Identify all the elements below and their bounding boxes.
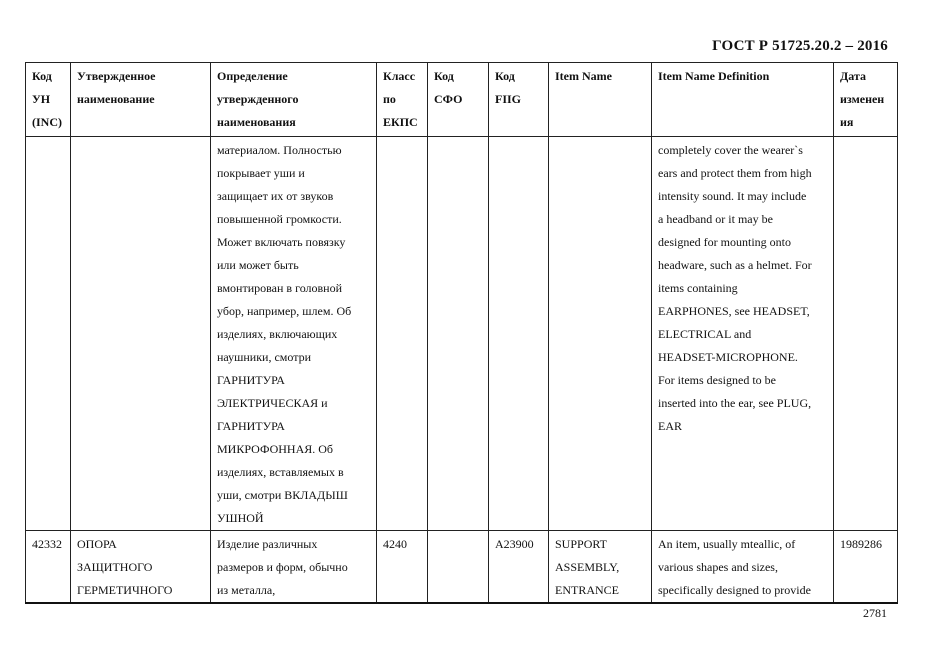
table-row <box>26 531 898 604</box>
cell-ekps-class: 4240 <box>377 531 428 604</box>
column-header-ekps-class: Класс по ЕКПС <box>377 63 428 137</box>
cell-item-name: SUPPORT ASSEMBLY, ENTRANCE <box>549 531 652 604</box>
column-header-definition-ru: Определение утвержденного наименования <box>211 63 377 137</box>
cell-inc: 42332 <box>26 531 71 604</box>
cell-inc <box>26 137 71 531</box>
cell-approved-name <box>71 137 211 531</box>
cell-sfo-code <box>428 531 489 604</box>
page-number: 2781 <box>863 606 887 620</box>
column-header-fiig-code: Код FIIG <box>489 63 549 137</box>
column-header-approved-name: Утвержденное наименование <box>71 63 211 137</box>
document-standard-header: ГОСТ Р 51725.20.2 – 2016 <box>712 38 888 54</box>
cell-item-name <box>549 137 652 531</box>
column-header-inc: Код УН (INC) <box>26 63 71 137</box>
cell-definition-ru: Изделие различных размеров и форм, обычно из металла, <box>211 531 377 604</box>
column-header-item-name: Item Name <box>549 63 652 137</box>
cell-ekps-class <box>377 137 428 531</box>
cell-definition-ru: материалом. Полностью покрывает уши и защищает их от звуков повышенной громкости. Может включать повязку или может быть вмонтирован в головной убор, например, шлем. Об изделиях, включающих наушники, смотри ГАРНИТУРА ЭЛЕКТРИЧЕСКАЯ и ГАРНИТУРА МИКРОФОННАЯ. Об изделиях, вставляемых в уши, смотри ВКЛАДЫШ УШНОЙ <box>211 137 377 531</box>
cell-fiig-code: A23900 <box>489 531 549 604</box>
cell-date-changed: 1989286 <box>834 531 898 604</box>
cell-sfo-code <box>428 137 489 531</box>
column-header-item-name-definition: Item Name Definition <box>652 63 834 137</box>
cell-item-name-definition: completely cover the wearer`s ears and protect them from high intensity sound. It may include a headband or it may be designed for mounting onto headware, such as a helmet. For items containing EARPHONES, see HEADSET, ELECTRICAL and HEADSET-MICROPHONE. For items designed to be inserted into the ear, see PLUG, EAR <box>652 137 834 531</box>
cell-approved-name: ОПОРА ЗАЩИТНОГО ГЕРМЕТИЧНОГО <box>71 531 211 604</box>
column-header-date-changed: Дата изменен ия <box>834 63 898 137</box>
cell-fiig-code <box>489 137 549 531</box>
column-header-sfo-code: Код СФО <box>428 63 489 137</box>
cell-item-name-definition: An item, usually mteallic, of various shapes and sizes, specifically designed to provide <box>652 531 834 604</box>
table-row <box>26 137 898 531</box>
cell-date-changed <box>834 137 898 531</box>
item-name-table <box>25 62 898 604</box>
table-header-row <box>26 63 898 137</box>
